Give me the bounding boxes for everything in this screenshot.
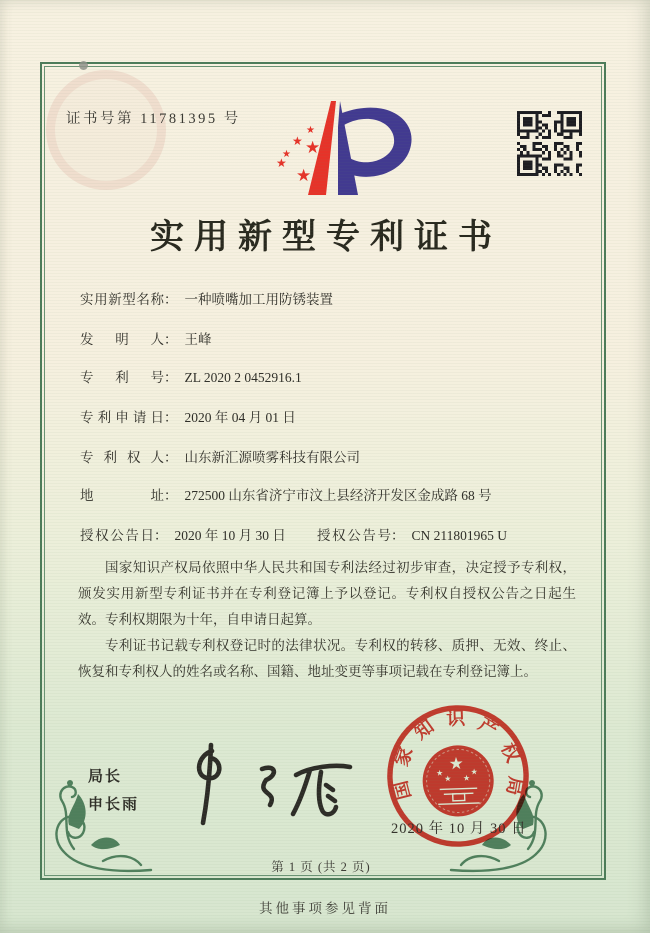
field-colon: ：	[164, 410, 178, 425]
legal-text-block	[78, 555, 576, 685]
logo-star: ★	[306, 125, 315, 136]
cnipa-patent-logo-icon	[258, 97, 430, 203]
svg-text:★: ★	[296, 166, 312, 185]
svg-text:★: ★	[444, 774, 452, 784]
field-value: 2020 年 04 月 01 日	[184, 410, 296, 425]
field-row-inventor	[80, 328, 212, 348]
svg-text:★: ★	[470, 767, 478, 777]
field-colon: ：	[164, 370, 178, 385]
field-label: 地址	[80, 488, 164, 503]
field-colon: ：	[164, 450, 178, 465]
qr-code	[517, 111, 582, 176]
field-row-grant	[80, 524, 600, 544]
legal-paragraph-1: 国家知识产权局依照中华人民共和国专利法经过初步审查，决定授予专利权，颁发实用新型专利证书并在专利登记簿上予以登记。专利权自授权公告之日起生效。专利权期限为十年，自申请日起算。	[78, 560, 576, 627]
certificate-number: 证书号第 11781395 号	[66, 111, 241, 127]
field-label: 专利权人	[80, 450, 164, 465]
field-value: 一种喷嘴加工用防锈装置	[184, 292, 333, 307]
grant-number-pair	[317, 524, 507, 544]
staple-hole-icon	[79, 61, 88, 70]
svg-text:★: ★	[436, 768, 444, 778]
back-note: 其他事项参见背面	[259, 901, 391, 916]
field-value: ZL 2020 2 0452916.1	[184, 370, 302, 385]
field-colon: ：	[391, 528, 405, 543]
field-label: 发明人	[80, 332, 164, 347]
svg-text:★: ★	[462, 773, 471, 783]
legal-paragraph-2: 专利证书记载专利权登记时的法律状况。专利权的转移、质押、无效、终止、恢复和专利权人的姓名或名称、国籍、地址变更等事项记载在专利登记簿上。	[78, 638, 576, 679]
grant-number-value: CN 211801965 U	[411, 528, 508, 543]
field-row-filing-date	[80, 406, 296, 426]
shen-changyu-signature-icon	[158, 733, 363, 835]
officer-name: 申长雨	[88, 796, 140, 813]
grant-date-label: 授权公告日	[80, 528, 154, 543]
field-row-address	[80, 484, 492, 504]
field-colon: ：	[154, 528, 168, 543]
field-colon: ：	[164, 488, 178, 503]
field-colon: ：	[164, 332, 178, 347]
field-value: 272500 山东省济宁市汶上县经济开发区金成路 68 号	[184, 488, 492, 503]
field-row-patentee	[80, 446, 360, 466]
svg-text:★: ★	[276, 156, 287, 170]
field-label: 专利申请日	[80, 410, 164, 425]
field-label: 实用新型名称	[80, 292, 164, 307]
svg-text:★: ★	[305, 138, 321, 157]
page-number: 第 1 页 (共 2 页)	[271, 860, 371, 874]
officer-block	[88, 763, 139, 819]
grant-date-value: 2020 年 10 月 30 日	[174, 528, 286, 543]
field-value: 山东新汇源喷雾科技有限公司	[184, 450, 360, 465]
field-row-patent-number	[80, 366, 302, 386]
officer-title: 局长	[88, 768, 123, 785]
field-colon: ：	[164, 292, 178, 307]
grant-number-label: 授权公告号	[317, 528, 391, 543]
field-label: 专利号	[80, 370, 164, 385]
certificate-title: 实用新型专利证书	[150, 219, 502, 256]
svg-text:★: ★	[292, 134, 303, 148]
seal-text: 国家知识产权局	[390, 708, 526, 802]
field-value: 王峰	[184, 332, 212, 347]
svg-text:★: ★	[448, 753, 465, 774]
svg-text:★: ★	[282, 149, 291, 160]
seal-date: 2020 年 10 月 30 日	[391, 821, 527, 837]
field-row-name	[80, 288, 333, 308]
